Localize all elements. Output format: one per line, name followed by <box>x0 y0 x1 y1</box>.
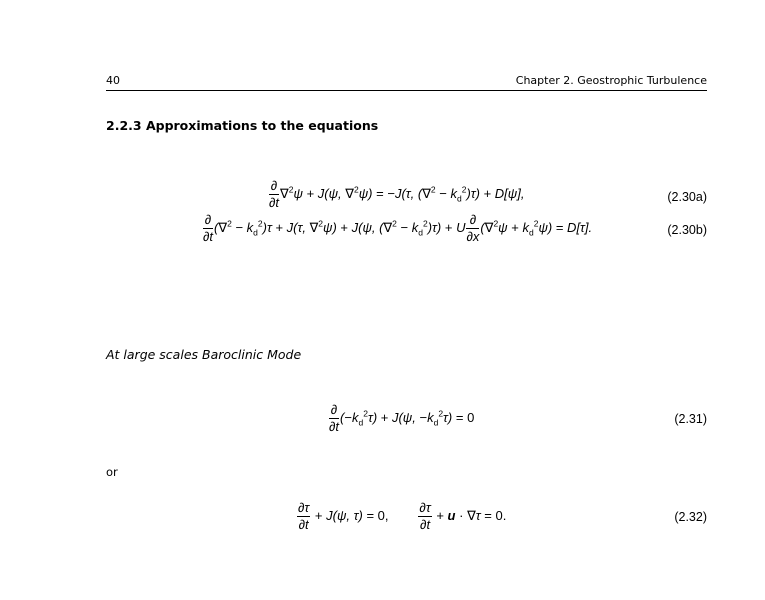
equation-label-2-30b: (2.30b) <box>667 223 707 237</box>
chapter-title: Chapter 2. Geostrophic Turbulence <box>515 74 707 87</box>
equation-2-30b: $\frac{\partial}{\partial t}$ $(\nabla^2 - k_d^2)\tau + J(\tau$, ∇$^2$ψ) + J(ψ, $(\nabla^2 - k_d^2)\tau) + U$ $\frac{\partial}{\partial x}$ $(\nabla^2\psi + k_d^2\psi) = D[\tau]$. <box>203 212 593 244</box>
italic-heading: At large scales Baroclinic Mode <box>106 347 302 362</box>
equation-label-2-32: (2.32) <box>674 510 707 524</box>
header-rule <box>106 90 707 91</box>
page-number: 40 <box>106 74 120 87</box>
equation-2-31: $\frac{\partial}{\partial t}$ $(-k_d^2\tau) + J(\psi$, $-k_d^2\tau) = 0$ <box>329 402 475 434</box>
equation-label-2-30a: (2.30a) <box>667 190 707 204</box>
equation-2-30a: $\frac{\partial}{\partial t}$ ∇$^2$ψ + J(ψ, ∇$^2$ψ) = −J(τ, $(\nabla^2 - k_d^2)\tau) + D[\psi]$, <box>269 178 525 210</box>
or-text: or <box>106 465 118 479</box>
section-heading: 2.2.3 Approximations to the equations <box>106 118 379 133</box>
equation-2-32: $\frac{\partial\tau}{\partial t}$ + J(ψ, τ) = 0, $\frac{\partial\tau}{\partial t}$ + u · ∇τ = 0. <box>298 500 507 532</box>
equation-label-2-31: (2.31) <box>674 412 707 426</box>
